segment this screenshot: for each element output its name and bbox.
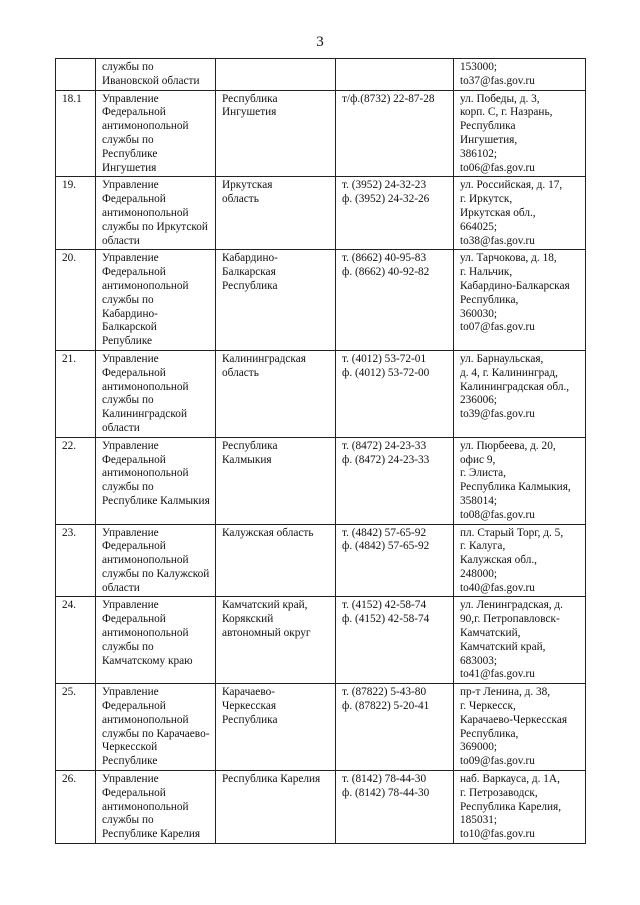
region-cell: Республика Ингушетия xyxy=(216,90,336,177)
phone-cell: т. (4012) 53-72-01 ф. (4012) 53-72-00 xyxy=(336,350,454,437)
region-cell: Карачаево- Черкесская Республика xyxy=(216,684,336,771)
office-name-cell: Управление Федеральной антимонопольной службы по Республике Карелия xyxy=(96,771,216,844)
table-row xyxy=(56,177,586,250)
address-cell: ул. Победы, д. 3, корп. С, г. Назрань, Республика Ингушетия, 386102; to06@fas.gov.ru xyxy=(454,90,586,177)
phone-cell: т. (8662) 40-95-83 ф. (8662) 40-92-82 xyxy=(336,250,454,351)
table-body xyxy=(56,59,586,844)
office-name-cell: Управление Федеральной антимонопольной службы по Калининградской области xyxy=(96,350,216,437)
address-cell: ул. Барнаульская, д. 4, г. Калининград, Калининградская обл., 236006; to39@fas.gov.ru xyxy=(454,350,586,437)
address-cell: ул. Пюрбеева, д. 20, офис 9, г. Элиста, Республика Калмыкия, 358014; to08@fas.gov.ru xyxy=(454,437,586,524)
office-name-cell: Управление Федеральной антимонопольной службы по Камчатскому краю xyxy=(96,597,216,684)
fas-offices-table xyxy=(55,58,586,844)
address-cell: наб. Варкауса, д. 1А, г. Петрозаводск, Республика Карелия, 185031; to10@fas.gov.ru xyxy=(454,771,586,844)
phone-cell: т. (8142) 78-44-30 ф. (8142) 78-44-30 xyxy=(336,771,454,844)
region-cell: Калужская область xyxy=(216,524,336,597)
region-cell: Кабардино- Балкарская Республика xyxy=(216,250,336,351)
table-row xyxy=(56,350,586,437)
row-number-cell: 18.1 xyxy=(56,90,96,177)
page-number: 3 xyxy=(316,34,324,50)
row-number-cell: 26. xyxy=(56,771,96,844)
phone-cell: т. (3952) 24-32-23 ф. (3952) 24-32-26 xyxy=(336,177,454,250)
region-cell: Республика Калмыкия xyxy=(216,437,336,524)
address-cell: пр-т Ленина, д. 38, г. Черкесск, Карачаево-Черкесская Республика, 369000; to09@fas.gov.ru xyxy=(454,684,586,771)
row-number-cell: 22. xyxy=(56,437,96,524)
region-cell: Иркутская область xyxy=(216,177,336,250)
phone-cell: т. (87822) 5-43-80 ф. (87822) 5-20-41 xyxy=(336,684,454,771)
office-name-cell: службы по Ивановской области xyxy=(96,59,216,91)
table-row xyxy=(56,524,586,597)
phone-cell: т/ф.(8732) 22-87-28 xyxy=(336,90,454,177)
table-row xyxy=(56,437,586,524)
row-number-cell: 21. xyxy=(56,350,96,437)
table-row xyxy=(56,250,586,351)
office-name-cell: Управление Федеральной антимонопольной службы по Республике Ингушетия xyxy=(96,90,216,177)
office-name-cell: Управление Федеральной антимонопольной службы по Кабардино- Балкарской Републике xyxy=(96,250,216,351)
table-row xyxy=(56,771,586,844)
row-number-cell: 24. xyxy=(56,597,96,684)
address-cell: 153000; to37@fas.gov.ru xyxy=(454,59,586,91)
office-name-cell: Управление Федеральной антимонопольной службы по Иркутской области xyxy=(96,177,216,250)
phone-cell: т. (8472) 24-23-33 ф. (8472) 24-23-33 xyxy=(336,437,454,524)
row-number-cell xyxy=(56,59,96,91)
address-cell: ул. Российская, д. 17, г. Иркутск, Иркутская обл., 664025; to38@fas.gov.ru xyxy=(454,177,586,250)
table-row xyxy=(56,597,586,684)
table-row xyxy=(56,90,586,177)
phone-cell xyxy=(336,59,454,91)
table-row xyxy=(56,59,586,91)
address-cell: пл. Старый Торг, д. 5, г. Калуга, Калужская обл., 248000; to40@fas.gov.ru xyxy=(454,524,586,597)
phone-cell: т. (4152) 42-58-74 ф. (4152) 42-58-74 xyxy=(336,597,454,684)
region-cell: Калининградская область xyxy=(216,350,336,437)
region-cell: Камчатский край, Корякский автономный округ xyxy=(216,597,336,684)
row-number-cell: 25. xyxy=(56,684,96,771)
address-cell: ул. Ленинградская, д. 90,г. Петропавловск- Камчатский, Камчатский край, 683003; to41@fas.gov.ru xyxy=(454,597,586,684)
region-cell xyxy=(216,59,336,91)
row-number-cell: 20. xyxy=(56,250,96,351)
address-cell: ул. Тарчокова, д. 18, г. Нальчик, Кабардино-Балкарская Республика, 360030; to07@fas.gov.ru xyxy=(454,250,586,351)
row-number-cell: 23. xyxy=(56,524,96,597)
office-name-cell: Управление Федеральной антимонопольной службы по Калужской области xyxy=(96,524,216,597)
table-row xyxy=(56,684,586,771)
office-name-cell: Управление Федеральной антимонопольной службы по Карачаево- Черкесской Республике xyxy=(96,684,216,771)
office-name-cell: Управление Федеральной антимонопольной службы по Республике Калмыкия xyxy=(96,437,216,524)
region-cell: Республика Карелия xyxy=(216,771,336,844)
phone-cell: т. (4842) 57-65-92 ф. (4842) 57-65-92 xyxy=(336,524,454,597)
row-number-cell: 19. xyxy=(56,177,96,250)
